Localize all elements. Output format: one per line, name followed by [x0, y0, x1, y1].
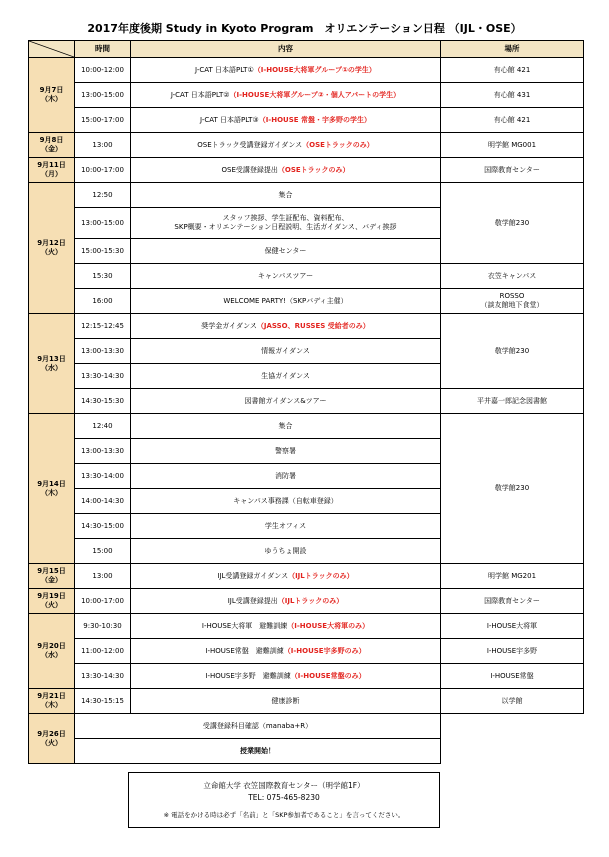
content-cell — [75, 714, 441, 739]
content-cell — [131, 289, 441, 314]
content-cell — [75, 739, 441, 764]
schedule-row-drill-tokiwa — [29, 639, 584, 664]
time-cell: 13:30-14:00 — [75, 464, 131, 489]
content-text: 集合 — [278, 190, 293, 199]
schedule-row-ose-submit — [29, 158, 584, 183]
content-text: ゆうちょ開設 — [264, 546, 307, 555]
place-cell: I-HOUSE常盤 — [441, 664, 584, 689]
time-cell: 10:00-17:00 — [75, 158, 131, 183]
content-cell — [131, 108, 441, 133]
content-text: OSEトラック受講登録ガイダンス — [197, 140, 303, 149]
time-cell: 13:30-14:30 — [75, 364, 131, 389]
time-cell: 15:30 — [75, 264, 131, 289]
content-cell — [131, 414, 441, 439]
content-text: 生協ガイダンス — [261, 371, 310, 380]
date-cell: 9月13日 （水） — [29, 314, 75, 414]
content-cell — [131, 439, 441, 464]
contact-box — [128, 772, 440, 828]
place-cell: 国際教育センター — [441, 158, 584, 183]
content-cell — [131, 264, 441, 289]
content-text: OSE受講登録提出 — [221, 165, 278, 174]
content-cell — [131, 58, 441, 83]
time-cell: 15:00-15:30 — [75, 239, 131, 264]
content-text: WELCOME PARTY!（SKPバディ主催） — [223, 296, 348, 305]
content-cell — [131, 564, 441, 589]
content-cell — [131, 364, 441, 389]
content-cell — [131, 614, 441, 639]
schedule-row-class-start — [29, 739, 584, 764]
place-cell: 以学館 — [441, 689, 584, 714]
content-text: キャンパスツアー — [257, 271, 314, 280]
date-cell: 9月8日 （金） — [29, 133, 75, 158]
date-cell: 9月21日 （木） — [29, 689, 75, 714]
content-text: 授業開始！ — [240, 746, 275, 755]
date-cell: 9月14日 （木） — [29, 414, 75, 564]
target-note: （IJLトラックのみ） — [288, 571, 354, 580]
place-cell: 明学館 MG001 — [441, 133, 584, 158]
schedule-row-gather-0914 — [29, 414, 584, 439]
content-cell — [131, 689, 441, 714]
time-cell: 9:30-10:30 — [75, 614, 131, 639]
header-row — [29, 41, 584, 58]
date-cell: 9月20日 （水） — [29, 614, 75, 689]
schedule-row-jcat-plt-3 — [29, 108, 584, 133]
time-cell: 12:50 — [75, 183, 131, 208]
content-text: 受講登録科目確認（manaba+R） — [202, 721, 313, 730]
date-cell: 9月12日 （火） — [29, 183, 75, 314]
content-text: スタッフ挨拶、学生証配布、資料配布、 SKP概要・オリエンテーション日程説明、生活ガイダンス、バディ挨拶 — [174, 214, 397, 231]
schedule-row-drill-utano — [29, 664, 584, 689]
header-place: 場所 — [441, 41, 584, 58]
content-cell — [131, 183, 441, 208]
content-text: キャンパス事務課（自転車登録） — [233, 496, 338, 505]
contact-office: 立命館大学 衣笠国際教育センター（明学館1F） — [203, 781, 365, 790]
time-cell: 13:30-14:30 — [75, 664, 131, 689]
time-cell: 10:00-17:00 — [75, 589, 131, 614]
date-cell: 9月26日 （火） — [29, 714, 75, 764]
target-note: （I-HOUSE大将軍グループ②・個人アパートの学生） — [229, 90, 401, 99]
time-cell: 13:00-13:30 — [75, 339, 131, 364]
time-cell: 13:00-15:00 — [75, 83, 131, 108]
place-cell: 平井嘉一郎記念図書館 — [441, 389, 584, 414]
content-text: J-CAT 日本語PLT① — [195, 65, 254, 74]
contact-note: ※ 電話をかける時は必ず「名前」と「SKP参加者であること」を言ってください。 — [163, 811, 405, 819]
schedule-row-jcat-plt-1 — [29, 58, 584, 83]
target-note: （OSEトラックのみ） — [302, 140, 374, 149]
schedule-row-library-guidance — [29, 389, 584, 414]
content-cell — [131, 639, 441, 664]
time-cell: 16:00 — [75, 289, 131, 314]
target-note: （I-HOUSE 常盤・宇多野の学生） — [258, 115, 371, 124]
place-cell: ROSSO （談友館地下食堂） — [441, 289, 584, 314]
content-text: J-CAT 日本語PLT③ — [200, 115, 259, 124]
place-cell: 敬学館230 — [441, 183, 584, 264]
corner-cell — [29, 41, 75, 58]
content-text: 図書館ガイダンス&ツアー — [244, 396, 327, 405]
header-content: 内容 — [131, 41, 441, 58]
schedule-row-drill-shogun — [29, 614, 584, 639]
time-cell: 13:00 — [75, 564, 131, 589]
schedule-row-course-confirm — [29, 714, 584, 739]
schedule-row-ijl-submit — [29, 589, 584, 614]
time-cell: 12:15-12:45 — [75, 314, 131, 339]
date-cell: 9月7日 （木） — [29, 58, 75, 133]
place-cell: 有心館 421 — [441, 58, 584, 83]
contact-tel: TEL: 075-465-8230 — [248, 793, 320, 802]
content-text: I-HOUSE常盤 避難訓練 — [205, 646, 284, 655]
target-note: （OSEトラックのみ） — [277, 165, 350, 174]
time-cell: 13:00-13:30 — [75, 439, 131, 464]
time-cell: 14:30-15:30 — [75, 389, 131, 414]
content-text: J-CAT 日本語PLT② — [170, 90, 230, 99]
target-note: （IJLトラックのみ） — [277, 596, 344, 605]
content-cell — [131, 464, 441, 489]
target-note: （I-HOUSE大将軍グループ①の学生） — [253, 65, 376, 74]
content-text: 健康診断 — [271, 696, 300, 705]
content-text: 消防署 — [275, 471, 296, 480]
content-cell — [131, 239, 441, 264]
content-text: 奨学金ガイダンス — [201, 321, 257, 330]
schedule-row-welcome-party — [29, 289, 584, 314]
time-cell: 13:00-15:00 — [75, 208, 131, 239]
content-cell — [131, 133, 441, 158]
target-note: （I-HOUSE大将軍のみ） — [287, 621, 370, 630]
schedule-row-ose-guidance — [29, 133, 584, 158]
content-text: IJL受講登録提出 — [227, 596, 278, 605]
time-cell: 14:30-15:15 — [75, 689, 131, 714]
schedule-table — [28, 40, 584, 764]
schedule-row-health-check — [29, 689, 584, 714]
place-cell: 有心館 431 — [441, 83, 584, 108]
content-cell — [131, 539, 441, 564]
content-text: 集合 — [278, 421, 293, 430]
place-cell: 有心館 421 — [441, 108, 584, 133]
content-cell — [131, 314, 441, 339]
time-cell: 13:00 — [75, 133, 131, 158]
time-cell: 12:40 — [75, 414, 131, 439]
schedule-row-campus-tour — [29, 264, 584, 289]
page-title: 2017年度後期 Study in Kyoto Program オリエンテーション日程 （IJL・OSE） — [87, 22, 522, 35]
content-text: 保健センター — [264, 246, 307, 255]
content-text: 警察署 — [275, 446, 296, 455]
target-note: （I-HOUSE常盤のみ） — [290, 671, 366, 680]
content-text: I-HOUSE宇多野 避難訓練 — [205, 671, 291, 680]
content-cell — [131, 339, 441, 364]
time-cell: 14:30-15:00 — [75, 514, 131, 539]
diagonal-line — [29, 41, 74, 57]
time-cell: 15:00-17:00 — [75, 108, 131, 133]
content-cell — [131, 208, 441, 239]
time-cell: 14:00-14:30 — [75, 489, 131, 514]
schedule-row-ijl-guidance — [29, 564, 584, 589]
content-cell — [131, 664, 441, 689]
content-text: I-HOUSE大将軍 避難訓練 — [201, 621, 288, 630]
time-cell: 11:00-12:00 — [75, 639, 131, 664]
header-time: 時間 — [75, 41, 131, 58]
target-note: （I-HOUSE宇多野のみ） — [283, 646, 366, 655]
time-cell: 15:00 — [75, 539, 131, 564]
place-cell: 敬学館230 — [441, 314, 584, 389]
content-cell — [131, 83, 441, 108]
place-cell: I-HOUSE大将軍 — [441, 614, 584, 639]
content-cell — [131, 389, 441, 414]
date-cell: 9月11日 （月） — [29, 158, 75, 183]
content-cell — [131, 489, 441, 514]
place-cell: 明学館 MG201 — [441, 564, 584, 589]
schedule-row-jcat-plt-2 — [29, 83, 584, 108]
content-cell — [131, 589, 441, 614]
time-cell: 10:00-12:00 — [75, 58, 131, 83]
content-text: 学生オフィス — [264, 521, 307, 530]
content-text: 情報ガイダンス — [261, 346, 310, 355]
date-cell: 9月19日 （火） — [29, 589, 75, 614]
target-note: （JASSO、RUSSES 受給者のみ） — [256, 321, 370, 330]
content-cell — [131, 158, 441, 183]
content-text: IJL受講登録ガイダンス — [217, 571, 289, 580]
content-cell — [131, 514, 441, 539]
schedule-row-gather-0912 — [29, 183, 584, 208]
schedule-row-scholarship-guidance — [29, 314, 584, 339]
place-cell: 国際教育センター — [441, 589, 584, 614]
date-cell: 9月15日 （金） — [29, 564, 75, 589]
place-cell: I-HOUSE宇多野 — [441, 639, 584, 664]
place-cell: 衣笠キャンパス — [441, 264, 584, 289]
place-cell: 敬学館230 — [441, 414, 584, 564]
